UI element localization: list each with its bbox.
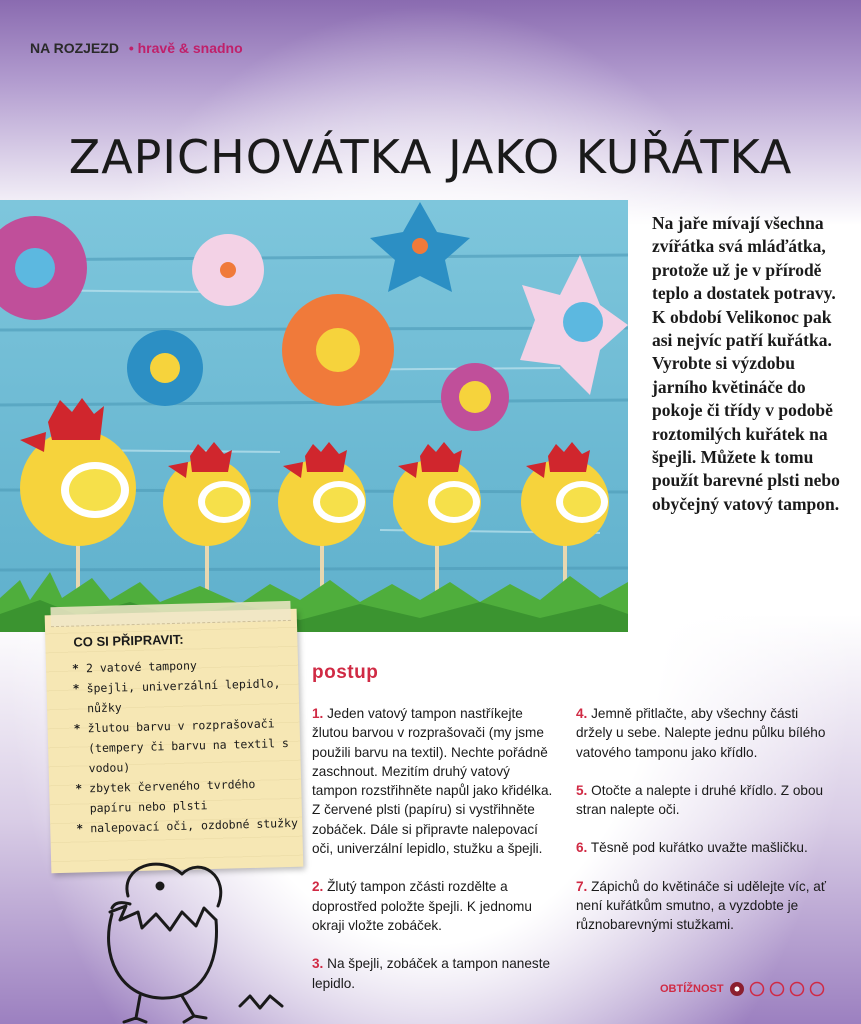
- step-text: Žlutý tampon zčásti rozdělte a doprostřed položte špejli. K jednomu okraji vložte zobáček.: [312, 879, 532, 933]
- difficulty-rating: [660, 980, 828, 998]
- step-number: 2.: [312, 879, 324, 895]
- difficulty-flower-filled-icon: [730, 982, 744, 996]
- intro-text: Na jaře mívají všechna zvířátka svá mláďátka, protože už je v přírodě teplo a dostatek potravy. K období Velikonoc pak asi nejvíc patří kuřátka. Vyrobte si výzdobu jarního květináče do pokoje či třídy v podobě roztomilých kuřátek na špejli. Můžete k tomu použít barevné plsti nebo obyčejný vatový tampon.: [652, 213, 840, 514]
- step-text: Těsně pod kuřátko uvažte mašličku.: [590, 840, 808, 856]
- materials-item: * žlutou barvu v rozprašovači (tempery či barvu na textil s vodou): [73, 713, 299, 779]
- difficulty-flower-empty-icon: [810, 983, 823, 996]
- difficulty-flower-empty-icon: [750, 983, 763, 996]
- article-title: ZAPICHOVÁTKA JAKO KUŘÁTKA: [68, 130, 793, 184]
- step-number: 3.: [312, 956, 324, 972]
- chicks-photo: [0, 200, 628, 632]
- materials-item: * nalepovací oči, ozdobné stužky: [76, 813, 301, 839]
- step-6: [576, 838, 836, 857]
- step-text: Na špejli, zobáček a tampon naneste lepidlo.: [312, 956, 551, 991]
- flower-magenta: [441, 363, 509, 431]
- steps-column-2: [576, 704, 836, 954]
- section-name: NA ROZJEZD: [30, 40, 119, 56]
- step-text: Otočte a nalepte i druhé křídlo. Z obou stran nalepte oči.: [576, 782, 824, 818]
- step-number: 5.: [576, 782, 588, 798]
- section-subtitle: • hravě & snadno: [128, 40, 243, 56]
- step-text: Jemně přitlačte, aby všechny části držely u sebe. Nalepte jednu půlku bílého vatového tamponu jako křídlo.: [576, 706, 826, 760]
- steps-column-1: [312, 704, 557, 1012]
- step-number: 1.: [312, 706, 324, 721]
- difficulty-label: OBTÍŽNOST: [660, 983, 724, 995]
- step-2: [312, 877, 557, 935]
- materials-item: * zbytek červeného tvrdého papíru nebo plsti: [75, 773, 301, 819]
- chicks-illustration: [0, 200, 628, 632]
- materials-list: [72, 653, 302, 839]
- step-text: Jeden vatový tampon nastříkejte žlutou barvou v rozprašovači (my jsme použili barvu na textil). Nechte pořádně zaschnout. Mezitím druhý vatový tampon rozstřihněte napůl jako křidélka. Z červené plsti (papíru) si vystřihněte zobáček. Dále si připravte nalepovací oči, univerzální lepidlo, stužku a špejli.: [312, 706, 553, 857]
- hatching-chick-drawing: [90, 846, 300, 1024]
- step-5: [576, 781, 836, 820]
- steps-title: postup: [312, 662, 379, 683]
- step-number: 4.: [576, 706, 588, 721]
- flower-pale-pink: [192, 234, 264, 306]
- step-number: 6.: [576, 840, 588, 856]
- materials-note: [45, 609, 304, 874]
- step-text: Zápichů do květináče si udělejte víc, ať není kuřátkům smutno, a vyzdobte je různobarevnými stužkami.: [576, 878, 826, 933]
- difficulty-flowers: [728, 980, 828, 998]
- section-header: [30, 40, 243, 56]
- difficulty-flower-empty-icon: [790, 983, 803, 996]
- materials-title: CO SI PŘIPRAVIT:: [73, 631, 184, 650]
- step-1: [312, 704, 557, 858]
- step-7: [576, 877, 836, 935]
- flower-orange: [282, 294, 394, 406]
- materials-item: * 2 vatové tampony: [72, 653, 297, 679]
- step-4: [576, 704, 836, 762]
- materials-item: * špejli, univerzální lepidlo, nůžky: [72, 673, 298, 719]
- step-number: 7.: [576, 878, 588, 894]
- flower-blue: [127, 330, 203, 406]
- step-3: [312, 954, 557, 993]
- difficulty-flower-empty-icon: [770, 983, 783, 996]
